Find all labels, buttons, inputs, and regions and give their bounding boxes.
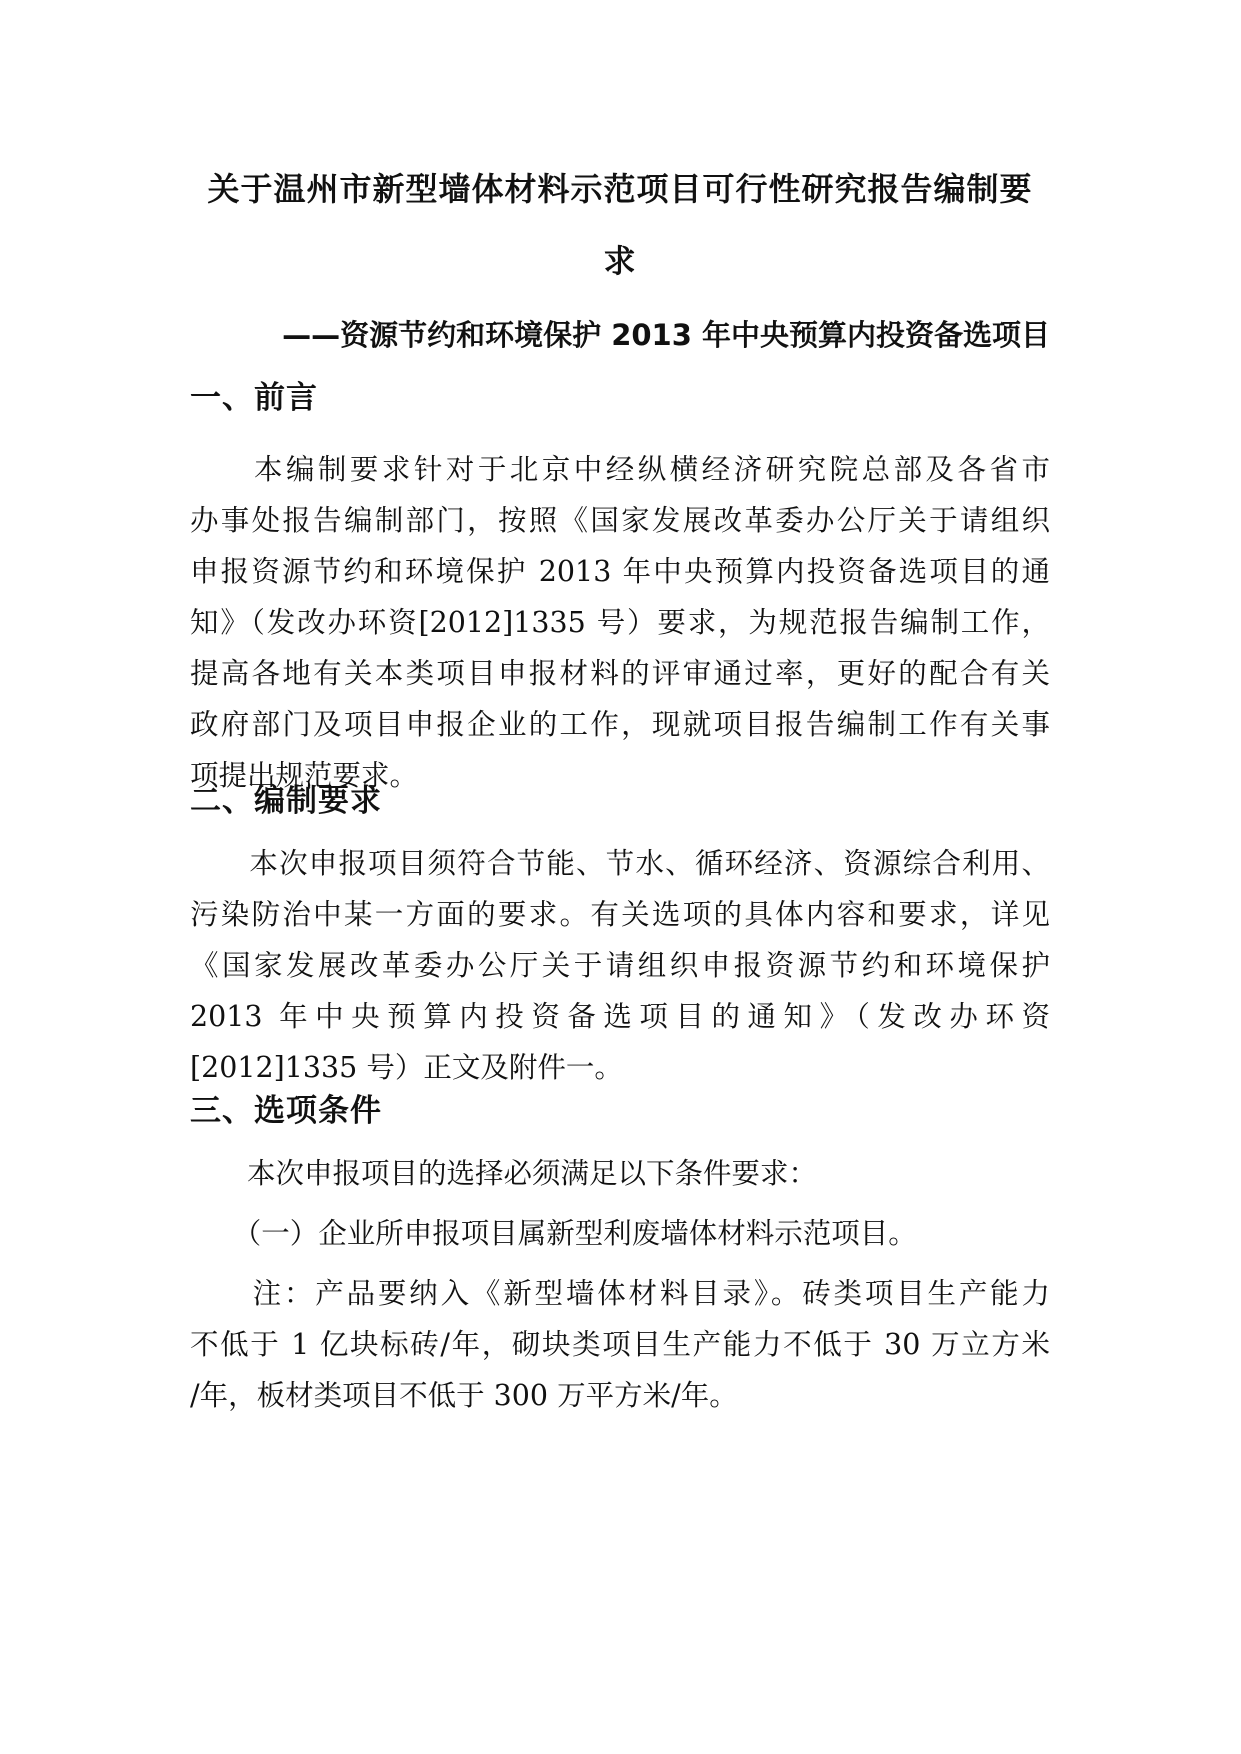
paragraph-conditions-intro [190, 1148, 1050, 1199]
text-line: 政府部门及项目申报企业的工作，现就项目报告编制工作有关事 [190, 708, 1050, 741]
text-line: 项提出规范要求。 [190, 759, 419, 792]
document-subtitle: ——资源节约和环境保护 2013 年中央预算内投资备选项目 [282, 318, 1050, 352]
text-line: 办事处报告编制部门，按照《国家发展改革委办公厅关于请组织 [190, 504, 1050, 537]
text-line: 不低于 1 亿块标砖/年，砌块类项目生产能力不低于 30 万立方米 [190, 1328, 1050, 1361]
document-title-line-1: 关于温州市新型墙体材料示范项目可行性研究报告编制要 [207, 170, 1033, 208]
text-line: （一）企业所申报项目属新型利废墙体材料示范项目。 [190, 1217, 917, 1250]
text-line: 污染防治中某一方面的要求。有关选项的具体内容和要求，详见 [190, 898, 1050, 931]
paragraph-condition-1 [190, 1208, 1050, 1259]
text-line: 本编制要求针对于北京中经纵横经济研究院总部及各省市 [190, 453, 1050, 486]
text-line: 注：产品要纳入《新型墙体材料目录》。砖类项目生产能力 [190, 1277, 1050, 1310]
text-line: 提高各地有关本类项目申报材料的评审通过率，更好的配合有关 [190, 657, 1050, 690]
section-heading-requirements: 二、编制要求 [190, 783, 382, 819]
text-line: 申报资源节约和环境保护 2013 年中央预算内投资备选项目的通 [190, 555, 1050, 588]
paragraph-condition-note [190, 1268, 1050, 1421]
text-line: 2013 年中央预算内投资备选项目的通知》（发改办环资 [190, 1000, 1050, 1033]
text-line: 《国家发展改革委办公厅关于请组织申报资源节约和环境保护 [190, 949, 1050, 982]
text-line: 本次申报项目的选择必须满足以下条件要求： [190, 1157, 818, 1190]
text-line: 本次申报项目须符合节能、节水、循环经济、资源综合利用、 [190, 847, 1050, 880]
paragraph-requirements [190, 838, 1050, 1093]
text-line: /年，板材类项目不低于 300 万平方米/年。 [190, 1379, 738, 1412]
section-heading-preface: 一、前言 [190, 380, 318, 416]
text-line: [2012]1335 号）正文及附件一。 [190, 1051, 623, 1084]
paragraph-preface [190, 444, 1050, 801]
document-title-line-2: 求 [603, 242, 637, 280]
text-line: 知》（发改办环资[2012]1335 号）要求，为规范报告编制工作， [190, 606, 1050, 639]
section-heading-conditions: 三、选项条件 [190, 1093, 382, 1129]
